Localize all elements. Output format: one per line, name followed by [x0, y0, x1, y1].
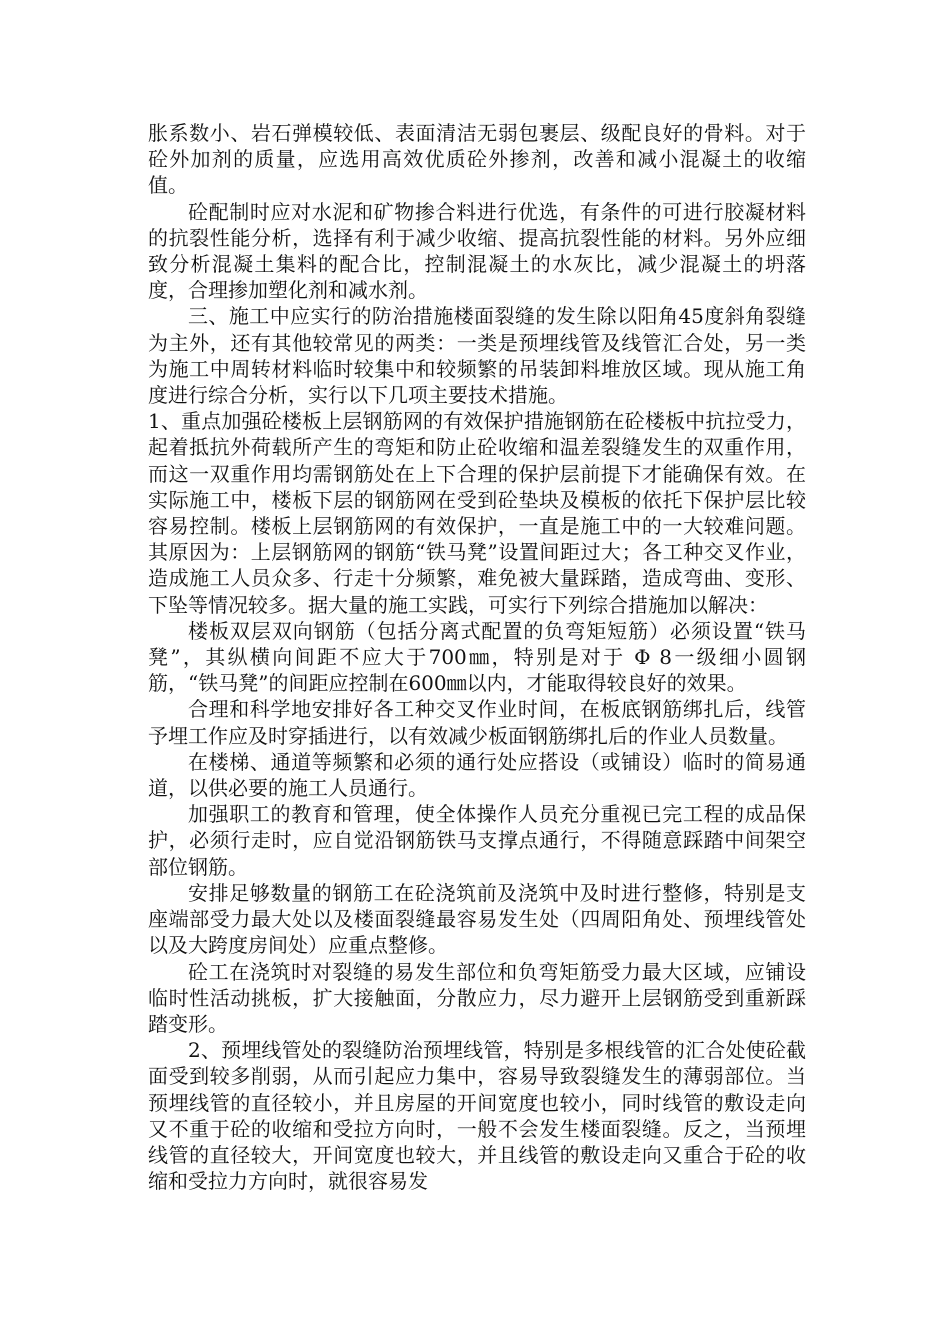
- paragraph-6: 合理和科学地安排好各工种交叉作业时间，在板底钢筋绑扎后，线管予埋工作应及时穿插进行，以有效减少板面钢筋绑扎后的作业人员数量。: [148, 697, 806, 748]
- paragraph-10: 砼工在浇筑时对裂缝的易发生部位和负弯矩筋受力最大区域，应铺设临时性活动挑板，扩大接触面，分散应力，尽力避开上层钢筋受到重新踩踏变形。: [148, 959, 806, 1036]
- document-page: [148, 120, 806, 1194]
- paragraph-9: 安排足够数量的钢筋工在砼浇筑前及浇筑中及时进行整修，特别是支座端部受力最大处以及楼面裂缝最容易发生处（四周阳角处、预埋线管处以及大跨度房间处）应重点整修。: [148, 880, 806, 958]
- paragraph-3: 三、施工中应实行的防治措施楼面裂缝的发生除以阳角45度斜角裂缝为主外，还有其他较常见的两类：一类是预埋线管及线管汇合处，另一类为施工中周转材料临时较集中和较频繁的吊装卸料堆放区域。现从施工角度进行综合分析，实行以下几项主要技术措施。: [148, 304, 806, 408]
- paragraph-2: 砼配制时应对水泥和矿物掺合料进行优选，有条件的可进行胶凝材料的抗裂性能分析，选择有利于减少收缩、提高抗裂性能的材料。另外应细致分析混凝土集料的配合比，控制混凝土的水灰比，减少混凝土的坍落度，合理掺加塑化剂和减水剂。: [148, 199, 806, 303]
- paragraph-7: 在楼梯、通道等频繁和必须的通行处应搭设（或铺设）临时的简易通道，以供必要的施工人员通行。: [148, 749, 806, 801]
- paragraph-11: 2、预埋线管处的裂缝防治预埋线管，特别是多根线管的汇合处使砼截面受到较多削弱，从而引起应力集中，容易导致裂缝发生的薄弱部位。当预埋线管的直径较小，并且房屋的开间宽度也较小，同时线管的敷设走向又不重于砼的收缩和受拉方向时，一般不会发生楼面裂缝。反之，当预埋线管的直径较大，开间宽度也较大，并且线管的敷设走向又重合于砼的收缩和受拉力方向时，就很容易发: [148, 1038, 806, 1194]
- paragraph-8: 加强职工的教育和管理，使全体操作人员充分重视已完工程的成品保护，必须行走时，应自觉沿钢筋铁马支撑点通行，不得随意踩踏中间架空部位钢筋。: [148, 802, 806, 879]
- paragraph-1: 胀系数小、岩石弹模较低、表面清洁无弱包裹层、级配良好的骨料。对于砼外加剂的质量，应选用高效优质砼外掺剂，改善和减小混凝土的收缩值。: [148, 121, 806, 198]
- paragraph-4: 1、重点加强砼楼板上层钢筋网的有效保护措施钢筋在砼楼板中抗拉受力，起着抵抗外荷载所产生的弯矩和防止砼收缩和温差裂缝发生的双重作用，而这一双重作用均需钢筋处在上下合理的保护层前提下才能确保有效。在实际施工中，楼板下层的钢筋网在受到砼垫块及模板的依托下保护层比较容易控制。楼板上层钢筋网的有效保护，一直是施工中的一大较难问题。其原因为：上层钢筋网的钢筋“铁马凳”设置间距过大；各工种交叉作业，造成施工人员众多、行走十分频繁，难免被大量踩踏，造成弯曲、变形、下坠等情况较多。据大量的施工实践，可实行下列综合措施加以解决：: [148, 409, 806, 617]
- paragraph-5: 楼板双层双向钢筋（包括分离式配置的负弯矩短筋）必须设置“铁马凳”，其纵横向间距不应大于700㎜，特别是对于 Φ 8一级细小圆钢筋，“铁马凳”的间距应控制在600㎜以内，才能取得较良好的效果。: [148, 618, 806, 696]
